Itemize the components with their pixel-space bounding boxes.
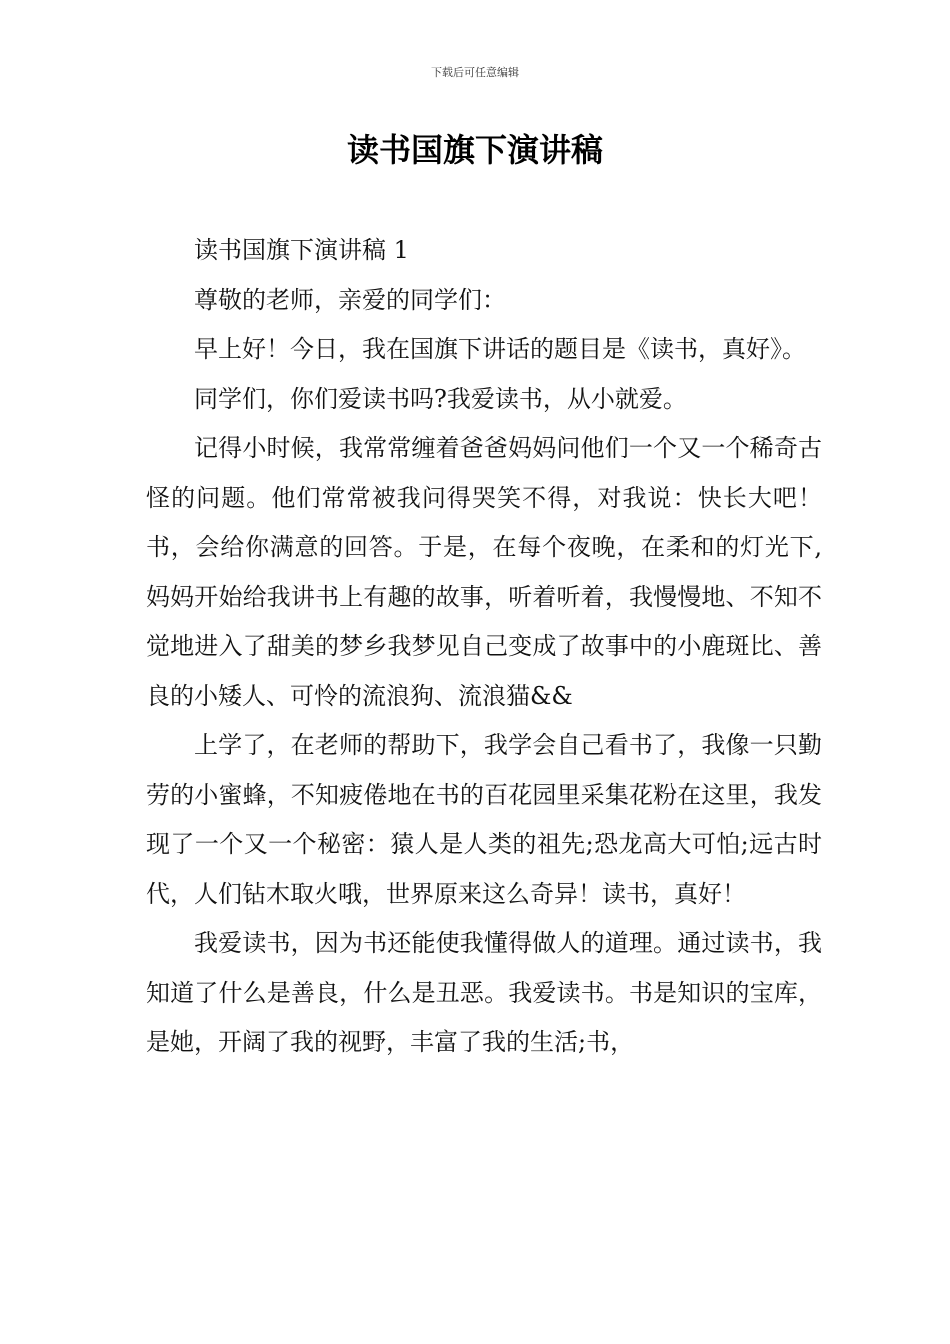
page-header-note: 下载后可任意编辑 bbox=[431, 66, 519, 79]
paragraph-subtitle: 读书国旗下演讲稿 1 bbox=[194, 236, 409, 264]
paragraph-greeting: 早上好！今日，我在国旗下讲话的题目是《读书，真好》。 bbox=[194, 335, 806, 363]
paragraph-school: 上学了，在老师的帮助下，我学会自己看书了，我像一只勤劳的小蜜蜂，不知疲倦地在书的百花园里采集花粉在这里，我发现了一个又一个秘密：猿人是人类的祖先;恐龙高大可怕;远古时代，人们钻木取火哦，世界原来这么奇异！读书，真好！ bbox=[146, 731, 822, 908]
paragraph-question: 同学们，你们爱读书吗?我爱读书，从小就爱。 bbox=[194, 384, 687, 413]
paragraph-values: 我爱读书，因为书还能使我懂得做人的道理。通过读书，我知道了什么是善良，什么是丑恶。我爱读书。书是知识的宝库，是她，开阔了我的视野，丰富了我的生活;书， bbox=[146, 929, 822, 1056]
paragraph-childhood: 记得小时候，我常常缠着爸爸妈妈问他们一个又一个稀奇古怪的问题。他们常常被我问得哭笑不得，对我说：快长大吧！书，会给你满意的回答。于是，在每个夜晚，在柔和的灯光下,妈妈开始给我讲书上有趣的故事，听着听着，我慢慢地、不知不觉地进入了甜美的梦乡我梦见自己变成了故事中的小鹿斑比、善良的小矮人、可怜的流浪狗、流浪猫&& bbox=[146, 434, 822, 710]
document-title: 读书国旗下演讲稿 bbox=[346, 131, 603, 169]
paragraph-salutation: 尊敬的老师，亲爱的同学们： bbox=[194, 285, 506, 314]
document-body bbox=[146, 226, 822, 1068]
